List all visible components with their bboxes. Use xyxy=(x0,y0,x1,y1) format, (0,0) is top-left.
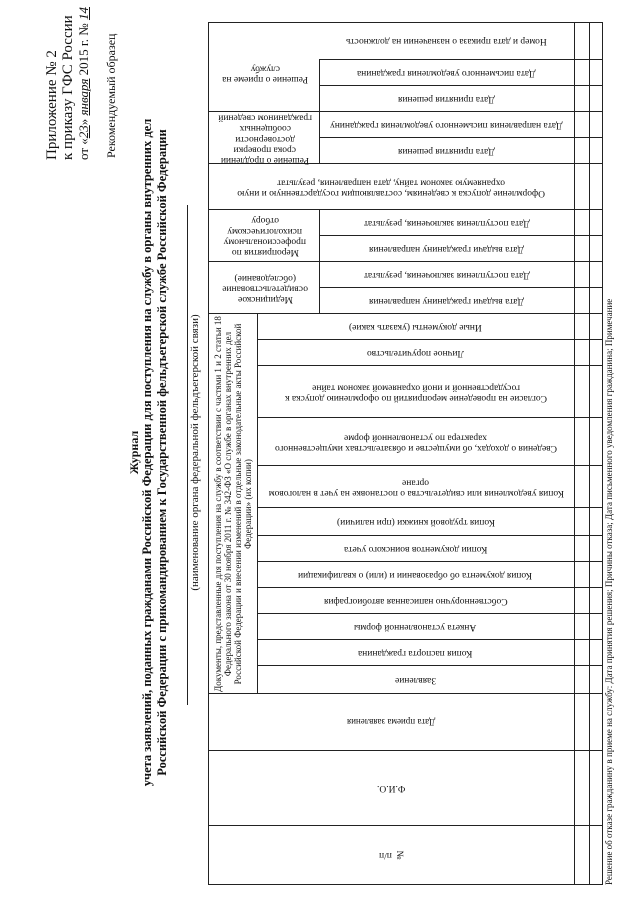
clearance-col: Оформление допуска к сведениям, составляющим государственную и иную охраняемую законом тайну, дата направления, результат xyxy=(237,177,546,198)
date-mid: » xyxy=(76,115,91,126)
date-day: 23 xyxy=(76,125,91,139)
refuse-reason: Причины отказа xyxy=(604,524,614,588)
org-underline xyxy=(187,205,188,705)
extension-decision-date: Дата принятия решения xyxy=(398,146,495,156)
refuse-notice-date: Дата письменного уведомления гражданина xyxy=(604,350,614,520)
notes-col: Примечание xyxy=(604,298,614,347)
doc-col-6: Копии документов воинского учета xyxy=(343,544,488,554)
accept-order-date: Номер и дата приказа о назначении на должность xyxy=(346,36,547,47)
accept-group-header: Решение о приеме на службу xyxy=(222,63,308,84)
journal-subtitle-1: учета заявлений, поданных гражданами Российской Федерации для поступления на службу в органы внутренних дел xyxy=(140,118,154,787)
col-number: № п/п xyxy=(378,850,405,860)
order-number: 14 xyxy=(76,7,91,21)
medical-referral-date: Дата выдачи гражданину направления xyxy=(368,296,525,306)
refuse-decision-date: Дата принятия решения xyxy=(604,591,614,684)
appendix-line-2: к приказу ГФС России xyxy=(60,15,76,160)
col-fio: Ф.И.О. xyxy=(377,783,406,794)
doc-col-1: Заявление xyxy=(394,675,437,685)
journal-title: Журнал xyxy=(127,430,141,475)
psych-result-date: Дата поступления заключения, результат xyxy=(363,218,530,228)
date-year: 2015 г. № xyxy=(76,20,91,79)
docs-group-header: Документы, представленные для поступления на службу в соответствии с частями 1 и 2 статьи 18 Федерального закона от 30 ноября 2011 г. № 342-ФЗ «О службе в органах внутренних дел Российской Федерации и внесении изменений в отдельные законодательные акты Российской Федерации» (их копии) xyxy=(213,316,253,692)
accept-decision-date: Дата принятия решения xyxy=(398,94,495,104)
refusal-notes-strip: Решение об отказе гражданину в приеме на службу: Дата принятия решения; Причины отказа; Дата письменного уведомления гражданина; Примечание xyxy=(604,298,614,885)
recommended-sample-label: Рекомендуемый образец xyxy=(104,33,118,158)
registration-journal-table xyxy=(208,22,603,885)
accept-notice-date: Дата письменного уведомления гражданина xyxy=(357,68,536,78)
doc-col-10: Согласие на проведение мероприятий по оформлению допуска к государственной и иной охраняемой законом тайне xyxy=(284,382,547,403)
date-month: января xyxy=(76,78,91,116)
col-date-received: Дата приема заявления xyxy=(347,717,436,728)
doc-col-5: Копия документа об образовании и (или) о квалификации xyxy=(298,570,533,580)
doc-col-12: Иные документы (указать какие) xyxy=(349,322,482,332)
doc-col-3: Анкета установленной формы xyxy=(354,622,477,632)
doc-col-7: Копия трудовой книжки (при наличии) xyxy=(336,517,495,527)
psych-group-header: Мероприятия по профессиональному психологическому отбору xyxy=(223,215,307,258)
extension-group-header: Решение о продлении срока проверки достоверности сообщенных гражданином сведений xyxy=(218,112,312,165)
doc-col-8: Копия уведомления или свидетельства о постановке на учет в налоговом органе xyxy=(267,477,564,498)
appendix-line-1: Приложение № 2 xyxy=(44,50,60,160)
journal-subtitle-2: Российской Федерации с прикомандированием к Государственной фельдъегерской службе Российской Федерации xyxy=(155,129,169,776)
doc-col-2: Копия паспорта гражданина xyxy=(358,648,473,658)
doc-col-11: Личное поручительство xyxy=(367,348,464,358)
appendix-line-3 xyxy=(76,7,92,160)
doc-col-9: Сведения о доходах, об имуществе и обязательствах имущественного характера по установленной форме xyxy=(274,432,557,453)
doc-col-4: Собственноручно написанная автобиография xyxy=(323,596,508,606)
appendix-block xyxy=(44,7,92,160)
extension-notice-date: Дата направления письменного уведомления гражданину xyxy=(330,120,563,130)
medical-result-date: Дата поступления заключения, результат xyxy=(363,270,530,280)
org-name-caption: (наименование органа федеральной фельдъегерской связи) xyxy=(189,314,201,591)
refuse-group-header: Решение об отказе гражданину в приеме на службу xyxy=(604,688,614,885)
date-prefix: от « xyxy=(76,138,91,160)
medical-group-header: Медицинское освидетельствование (обследование) xyxy=(222,272,308,304)
psych-referral-date: Дата выдачи гражданину направления xyxy=(368,244,525,254)
